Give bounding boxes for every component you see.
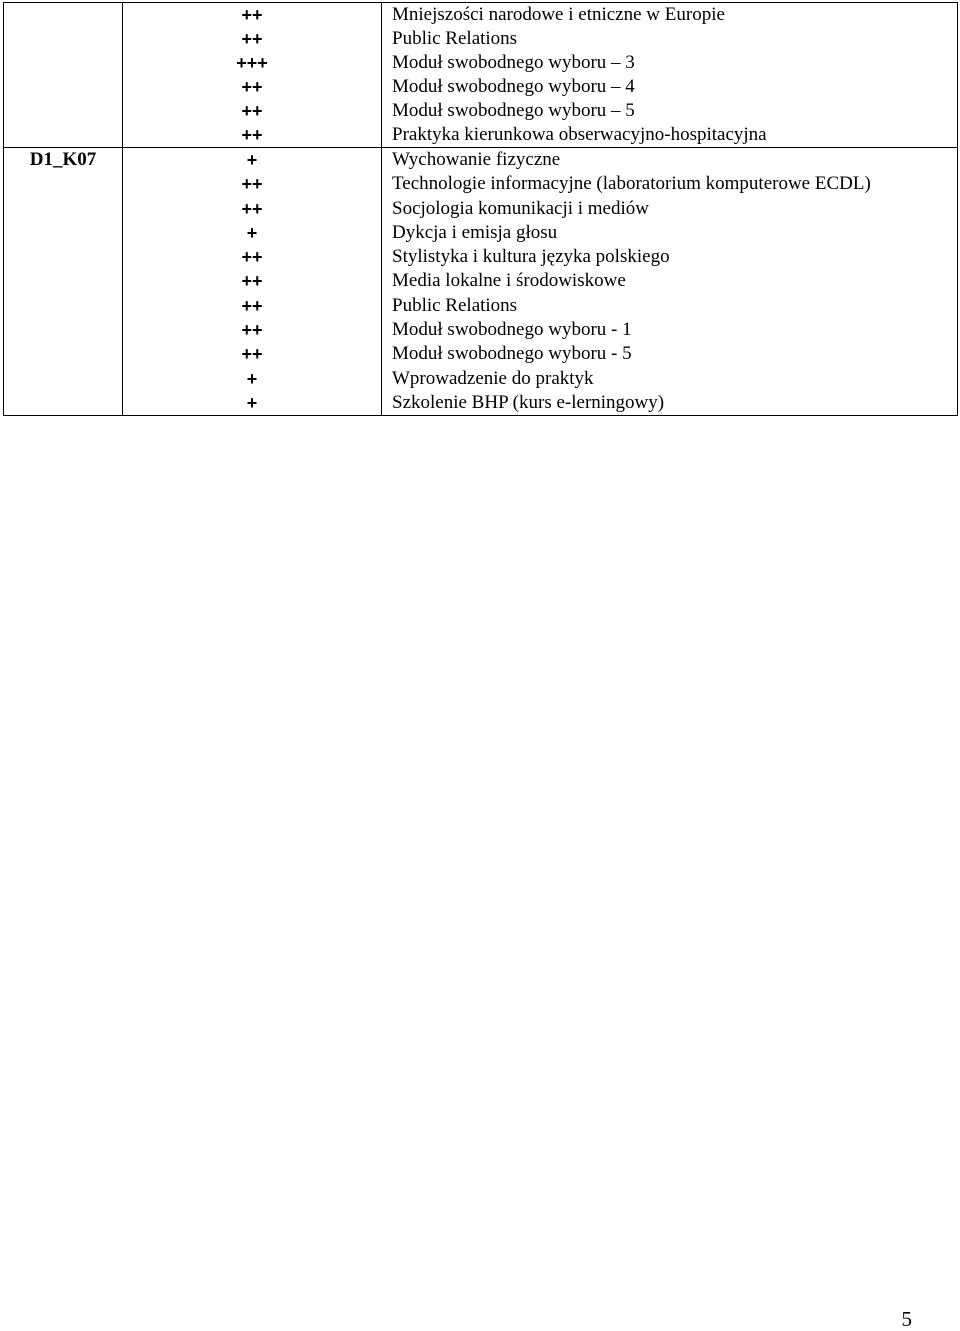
mark-cell: ++ [241,5,263,25]
outcomes-table [3,2,958,416]
subject-cell: Mniejszości narodowe i etniczne w Europie [392,4,725,25]
page-number: 5 [901,1307,912,1331]
marks-column [123,148,382,415]
outcome-code-cell [4,3,123,147]
mark-cell: ++ [241,198,263,219]
mark-cell: +++ [236,53,268,73]
subject-cell: Stylistyka i kultura języka polskiego [392,246,670,268]
mark-cell: ++ [241,344,263,365]
subject-cell: Moduł swobodnego wyboru - 5 [392,343,632,365]
subject-cell: Moduł swobodnego wyboru - 1 [392,319,632,341]
mark-cell: ++ [241,320,263,341]
mark-cell: ++ [241,295,263,316]
outcome-code-cell: D1_K07 [4,148,123,415]
subject-cell: Technologie informacyjne (laboratorium komputerowe ECDL) [392,173,871,195]
table-block-2 [3,147,958,416]
mark-cell: ++ [241,247,263,268]
mark-cell: ++ [241,271,263,292]
table-block-1 [3,2,958,147]
subject-cell: Socjologia komunikacji i mediów [392,197,649,219]
subject-cell: Moduł swobodnego wyboru – 3 [392,52,635,73]
mark-cell: ++ [241,174,263,195]
mark-cell: ++ [241,125,263,145]
mark-cell: ++ [241,29,263,49]
mark-cell: + [246,368,258,389]
subject-cell: Public Relations [392,28,518,49]
mark-cell: ++ [241,77,263,97]
subject-cell: Szkolenie BHP (kurs e-lerningowy) [392,391,665,413]
mark-cell: + [246,392,258,413]
mark-cell: ++ [241,101,263,121]
marks-column [123,3,382,147]
subjects-column [382,3,957,147]
subject-cell: Dykcja i emisja głosu [392,221,558,243]
subject-cell: Wprowadzenie do praktyk [392,367,594,389]
subject-cell: Public Relations [392,294,518,316]
subject-cell: Moduł swobodnego wyboru – 5 [392,100,635,121]
subject-cell: Wychowanie fizyczne [392,149,561,170]
subject-cell: Praktyka kierunkowa obserwacyjno-hospitacyjna [392,124,767,145]
subjects-column [382,148,957,415]
subject-cell: Media lokalne i środowiskowe [392,270,626,292]
subject-cell: Moduł swobodnego wyboru – 4 [392,76,635,97]
mark-cell: + [246,150,258,170]
mark-cell: + [246,222,258,243]
